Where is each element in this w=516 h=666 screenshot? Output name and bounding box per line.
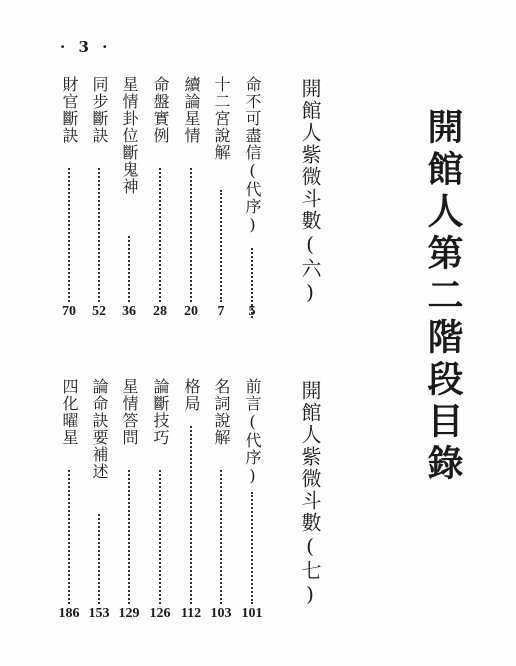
entry-title: 前言(代序) [243, 378, 262, 486]
volume-6-title [296, 78, 325, 306]
volume-6-title-text: 開館人紫微斗數 [298, 78, 322, 232]
toc-leader-group [149, 76, 171, 326]
toc-leader-group [180, 76, 202, 326]
dot-leader [251, 492, 253, 604]
page-ref: 103 [210, 606, 232, 621]
toc-leader-group [58, 378, 80, 628]
page-ref: 20 [184, 304, 198, 319]
dot-leader [190, 168, 192, 302]
toc-leader-group [241, 76, 263, 326]
page-ref: 129 [118, 606, 140, 621]
entry-title: 星情答問 [120, 378, 139, 446]
toc-leader-group [149, 378, 171, 628]
page-ref: 101 [241, 606, 263, 621]
entry-title: 格局 [182, 378, 201, 412]
dot-leader [159, 470, 161, 604]
page-ref: 70 [62, 304, 76, 319]
entry-title: 十二宮說解 [212, 76, 231, 161]
dot-leader [68, 470, 70, 604]
page-ref: 112 [180, 606, 202, 621]
toc-leader-group [241, 378, 263, 628]
dot-leader [128, 470, 130, 604]
entry-title: 續論星情 [182, 76, 201, 144]
dot-leader [68, 168, 70, 302]
page-ref: 186 [58, 606, 80, 621]
toc-leader-group [210, 76, 232, 326]
toc-leader-group [180, 378, 202, 628]
entry-title: 命盤實例 [151, 76, 170, 144]
entry-title: 財官斷訣 [60, 76, 79, 144]
dot-leader [220, 470, 222, 604]
entry-title: 同步斷訣 [90, 76, 109, 144]
entry-title: 論斷技巧 [151, 378, 170, 446]
page-ref: 5 [248, 304, 256, 319]
page-ref: 153 [88, 606, 110, 621]
dot-leader [190, 426, 192, 604]
volume-7-title [296, 380, 325, 608]
entry-title: 論命訣要補述 [90, 378, 109, 480]
dot-leader [159, 168, 161, 302]
entry-title: 名詞說解 [212, 378, 231, 446]
toc-leader-group [118, 378, 140, 628]
page-ref: 52 [92, 304, 106, 319]
entry-title: 四化曜星 [60, 378, 79, 446]
dot-leader [220, 190, 222, 302]
entry-title: 命不可盡信(代序) [243, 76, 262, 235]
page-ref: 7 [217, 304, 225, 319]
page-title: 開館人第二階段目錄 [422, 108, 464, 486]
volume-6-number: (六) [298, 232, 322, 306]
entry-title: 星情卦位斷鬼神 [120, 76, 139, 195]
volume-7-number: (七) [298, 534, 322, 608]
page-number: · 3 · [60, 38, 112, 56]
dot-leader [98, 168, 100, 302]
page-ref: 28 [153, 304, 167, 319]
toc-leader-group [210, 378, 232, 628]
volume-7-title-text: 開館人紫微斗數 [298, 380, 322, 534]
toc-leader-group [88, 378, 110, 628]
toc-leader-group [58, 76, 80, 326]
dot-leader [128, 236, 130, 302]
toc-leader-group [88, 76, 110, 326]
toc-leader-group [118, 76, 140, 326]
dot-leader [98, 514, 100, 604]
page-ref: 36 [122, 304, 136, 319]
page-ref: 126 [149, 606, 171, 621]
